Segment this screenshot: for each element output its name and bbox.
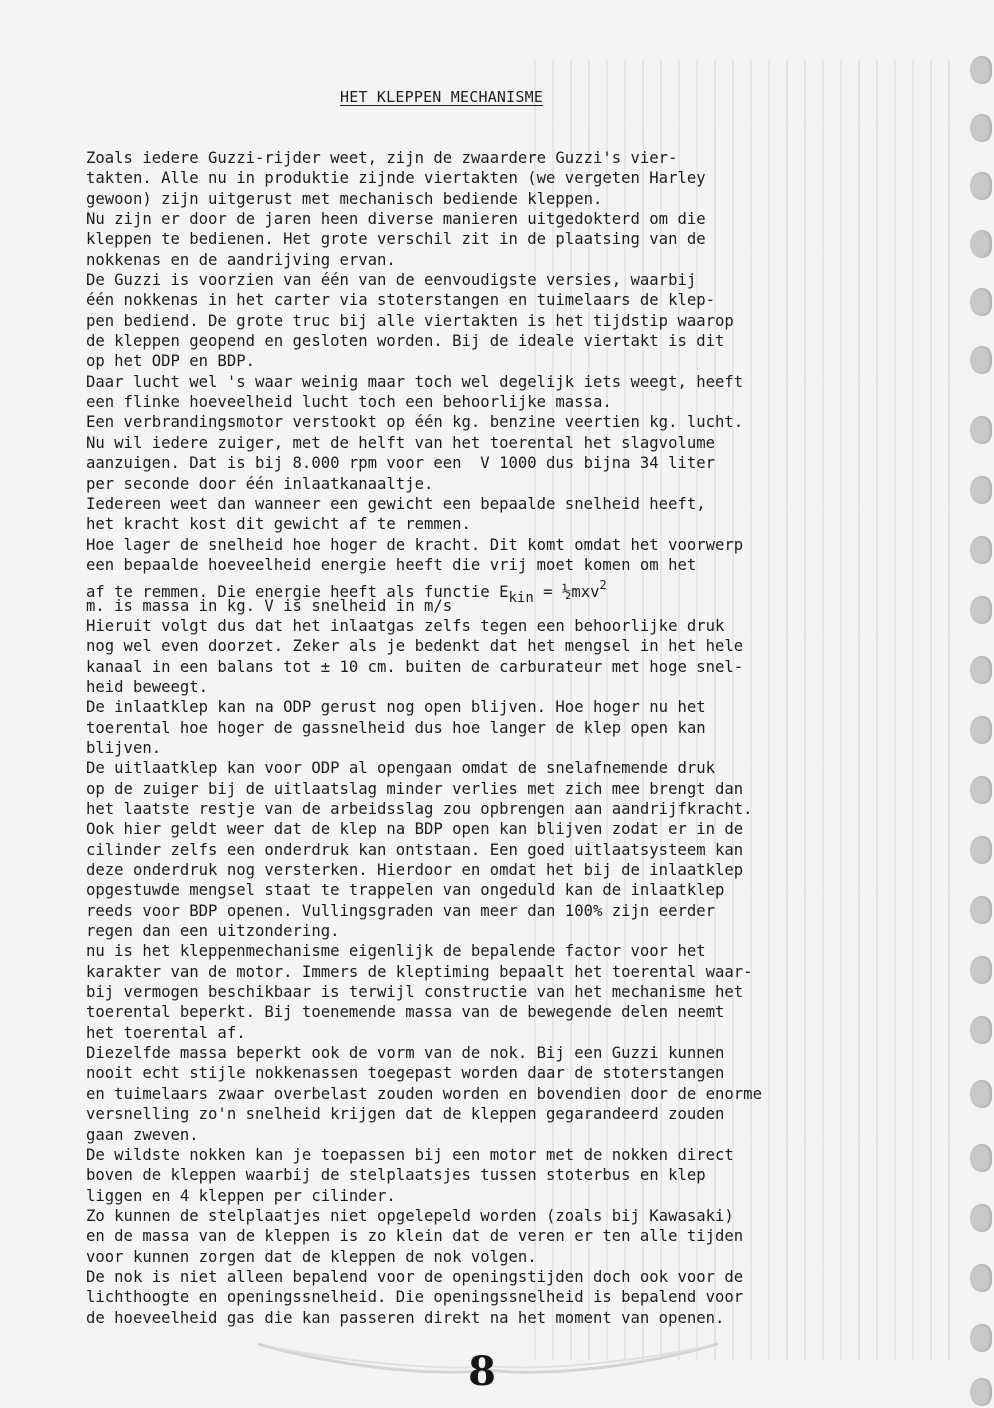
text-line: gaan zweven. — [86, 1125, 199, 1144]
text-line: Hieruit volgt dus dat het inlaatgas zelfs tegen een behoorlijke druk — [86, 616, 725, 635]
binder-hole — [970, 172, 992, 200]
binder-hole — [970, 896, 992, 924]
text-line: het kracht kost dit gewicht af te remmen. — [86, 515, 471, 534]
binder-hole — [970, 1264, 992, 1292]
text-line: toerental beperkt. Bij toenemende massa van de bewegende delen neemt — [86, 1003, 725, 1022]
text-line: per seconde door één inlaatkanaaltje. — [86, 474, 434, 493]
binder-hole — [970, 114, 992, 142]
text-line: De uitlaatklep kan voor ODP al opengaan omdat de snelafnemende druk — [86, 759, 716, 778]
text-line: nooit echt stijle nokkenassen toegepast worden daar de stoterstangen — [86, 1064, 725, 1083]
binder-hole — [970, 776, 992, 804]
text-line: toerental hoe hoger de gassnelheid dus hoe langer de klep open kan — [86, 718, 706, 737]
text-line: het toerental af. — [86, 1023, 246, 1042]
body-text — [86, 148, 966, 1348]
text-line: nokkenas en de aandrijving ervan. — [86, 250, 396, 269]
formula-subscript: kin — [508, 590, 534, 607]
binder-hole — [970, 1144, 992, 1172]
text-line: nu is het kleppenmechanisme eigenlijk de bepalende factor voor het — [86, 942, 706, 961]
text-line: gewoon) zijn uitgerust met mechanisch bediende kleppen. — [86, 189, 603, 208]
text-line: Hoe lager de snelheid hoe hoger de kracht. Dit komt omdat het voorwerp — [86, 535, 744, 554]
text-line: lichthoogte en openingssnelheid. Die openingssnelheid is bepalend voor — [86, 1288, 744, 1307]
text-line: kleppen te bedienen. Het grote verschil zit in de plaatsing van de — [86, 230, 706, 249]
formula-equals: = ½mxv — [533, 583, 600, 602]
page-number: 8 — [468, 1348, 496, 1395]
formula-superscript: 2 — [599, 578, 607, 593]
page-title: HET KLEPPEN MECHANISME — [340, 88, 544, 106]
formula-lead-text: af te remmen. Die energie heeft als functie E — [86, 583, 509, 602]
binder-hole — [970, 230, 992, 258]
text-line: en de massa van de kleppen is zo klein dat de veren er ten alle tijden — [86, 1227, 744, 1246]
binder-hole — [970, 1080, 992, 1108]
text-line: een bepaalde hoeveelheid energie heeft die vrij moet komen om het — [86, 555, 697, 574]
text-line: Daar lucht wel 's waar weinig maar toch wel degelijk iets weegt, heeft — [86, 372, 744, 391]
text-line: deze onderdruk nog versterken. Hierdoor en omdat het bij de inlaatklep — [86, 861, 744, 880]
text-line: liggen en 4 kleppen per cilinder. — [86, 1186, 396, 1205]
text-line: m. is massa in kg. V is snelheid in m/s — [86, 596, 453, 615]
binder-hole — [970, 1204, 992, 1232]
binder-hole — [970, 1324, 992, 1352]
binder-hole — [970, 476, 992, 504]
text-line: Nu wil iedere zuiger, met de helft van het toerental het slagvolume — [86, 433, 716, 452]
binder-hole — [970, 716, 992, 744]
binder-hole — [970, 1016, 992, 1044]
binder-hole — [970, 56, 992, 84]
text-line: takten. Alle nu in produktie zijnde viertakten (we vergeten Harley — [86, 169, 706, 188]
text-line: De wildste nokken kan je toepassen bij een motor met de nokken direct — [86, 1145, 734, 1164]
text-line: Ook hier geldt weer dat de klep na BDP open kan blijven zodat er in de — [86, 820, 744, 839]
text-line: Iedereen weet dan wanneer een gewicht een bepaalde snelheid heeft, — [86, 494, 706, 513]
binder-hole — [970, 416, 992, 444]
text-line: bij vermogen beschikbaar is terwijl constructie van het mechanisme het — [86, 983, 744, 1002]
text-line: karakter van de motor. Immers de kleptiming bepaalt het toerental waar- — [86, 962, 753, 981]
text-line: reeds voor BDP openen. Vullingsgraden van meer dan 100% zijn eerder — [86, 901, 716, 920]
text-line: voor kunnen zorgen dat de kleppen de nok volgen. — [86, 1247, 537, 1266]
text-line: De inlaatklep kan na ODP gerust nog open blijven. Hoe hoger nu het — [86, 698, 706, 717]
binder-hole — [970, 288, 992, 316]
text-line: versnelling zo'n snelheid krijgen dat de kleppen gegarandeerd zouden — [86, 1105, 725, 1124]
text-line: De nok is niet alleen bepalend voor de openingstijden doch ook voor de — [86, 1267, 744, 1286]
text-line: blijven. — [86, 738, 162, 757]
text-line: nog wel even doorzet. Zeker als je bedenkt dat het mengsel in het hele — [86, 637, 744, 656]
text-line: het laatste restje van de arbeidsslag zou opbrengen aan aandrijfkracht. — [86, 800, 753, 818]
text-line: cilinder zelfs een onderdruk kan ontstaan. Een goed uitlaatsysteem kan — [86, 840, 744, 859]
text-line: heid beweegt. — [86, 677, 209, 696]
text-line: kanaal in een balans tot ± 10 cm. buiten de carburateur met hoge snel- — [86, 657, 744, 676]
text-line: en tuimelaars zwaar overbelast zouden worden en bovendien door de enorme — [86, 1084, 762, 1103]
text-line: pen bediend. De grote truc bij alle viertakten is het tijdstip waarop — [86, 311, 734, 330]
binder-hole — [970, 836, 992, 864]
binder-hole — [970, 596, 992, 624]
text-line: Diezelfde massa beperkt ook de vorm van de nok. Bij een Guzzi kunnen — [86, 1044, 725, 1063]
binder-hole — [970, 1378, 992, 1406]
binder-hole — [970, 956, 992, 984]
binder-hole — [970, 346, 992, 374]
text-line: Nu zijn er door de jaren heen diverse manieren uitgedokterd om die — [86, 210, 706, 229]
text-line: de hoeveelheid gas die kan passeren direkt na het moment van openen. — [86, 1308, 725, 1327]
text-line: een flinke hoeveelheid lucht toch een behoorlijke massa. — [86, 393, 612, 412]
text-line: de kleppen geopend en gesloten worden. Bij de ideale viertakt is dit — [86, 332, 725, 351]
text-line: Een verbrandingsmotor verstookt op één kg. benzine veertien kg. lucht. — [86, 413, 744, 432]
text-line: op de zuiger bij de uitlaatslag minder verlies met zich mee brengt dan — [86, 779, 744, 798]
text-line: Zoals iedere Guzzi-rijder weet, zijn de zwaardere Guzzi's vier- — [86, 149, 678, 167]
text-line: aanzuigen. Dat is bij 8.000 rpm voor een V 1000 dus bijna 34 liter — [86, 454, 716, 473]
text-line: één nokkenas in het carter via stoterstangen en tuimelaars de klep- — [86, 291, 716, 310]
text-line: op het ODP en BDP. — [86, 352, 255, 371]
text-line: De Guzzi is voorzien van één van de eenvoudigste versies, waarbij — [86, 271, 697, 290]
binder-hole — [970, 536, 992, 564]
text-line: regen dan een uitzondering. — [86, 922, 340, 941]
binder-hole — [970, 656, 992, 684]
text-line: Zo kunnen de stelplaatjes niet opgelepeld worden (zoals bij Kawasaki) — [86, 1206, 734, 1225]
text-line: opgestuwde mengsel staat te trappelen van ongeduld kan de inlaatklep — [86, 881, 725, 900]
binder-edge — [964, 0, 994, 1408]
text-line: boven de kleppen waarbij de stelplaatsjes tussen stoterbus en klep — [86, 1166, 706, 1185]
